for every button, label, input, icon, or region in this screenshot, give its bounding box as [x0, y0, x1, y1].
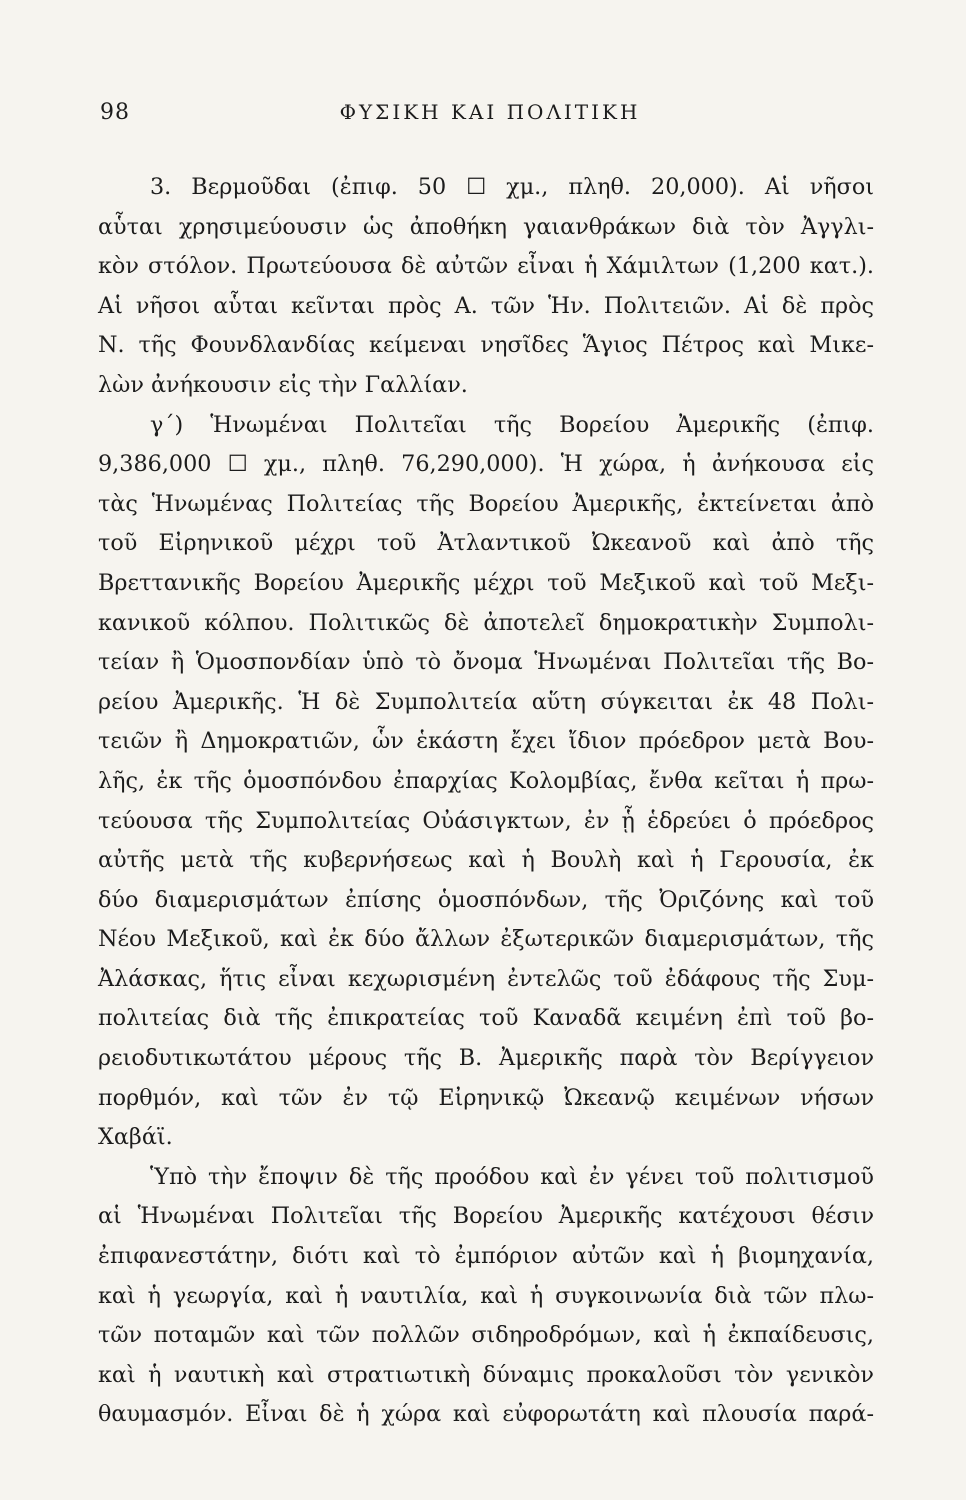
text-line: καὶ ἡ γεωργία, καὶ ἡ ναυτιλία, καὶ ἡ συγκοινωνία διὰ τῶν πλω- — [98, 1282, 874, 1309]
text-line: Αἱ νῆσοι αὗται κεῖνται πρὸς Α. τῶν Ἡν. Πολιτειῶν. Αἱ δὲ πρὸς — [98, 292, 874, 319]
text-line: 9,386,000 ☐ χμ., πληθ. 76,290,000). Ἡ χώρα, ἡ ἀνήκουσα εἰς — [98, 451, 874, 478]
text-line: δύο διαμερισμάτων ἐπίσης ὁμοσπόνδων, τῆς Ὀριζόνης καὶ τοῦ — [98, 886, 874, 913]
text-line: Ἀλάσκας, ἥτις εἶναι κεχωρισμένη ἐντελῶς τοῦ ἐδάφους τῆς Συμ- — [98, 965, 874, 992]
text-line: λὼν ἀνήκουσιν εἰς τὴν Γαλλίαν. — [98, 371, 468, 398]
text-line: καὶ ἡ ναυτικὴ καὶ στρατιωτικὴ δύναμις προκαλοῦσι τὸν γενικὸν — [98, 1361, 874, 1388]
text-line: ἐπιφανεστάτην, διότι καὶ τὸ ἐμπόριον αὐτῶν καὶ ἡ βιομηχανία, — [98, 1243, 874, 1270]
text-line: Νέου Μεξικοῦ, καὶ ἐκ δύο ἄλλων ἐξωτερικῶν διαμερισμάτων, τῆς — [98, 926, 874, 953]
text-line: ρειοδυτικωτάτου μέρους τῆς Β. Ἀμερικῆς παρὰ τὸν Βερίγγειον — [98, 1045, 874, 1072]
text-line: τειῶν ἢ Δημοκρατιῶν, ὧν ἑκάστη ἔχει ἴδιον πρόεδρον μετὰ Βου- — [98, 728, 874, 755]
text-line: γ΄) Ἡνωμέναι Πολιτεῖαι τῆς Βορείου Ἀμερικῆς (ἐπιφ. — [150, 411, 874, 438]
text-line: αὗται χρησιμεύουσιν ὡς ἀποθήκη γαιανθράκων διὰ τὸν Ἀγγλι- — [98, 213, 874, 240]
text-line: τοῦ Εἰρηνικοῦ μέχρι τοῦ Ἀτλαντικοῦ Ὠκεανοῦ καὶ ἀπὸ τῆς — [98, 530, 874, 557]
text-line: αἱ Ἡνωμέναι Πολιτεῖαι τῆς Βορείου Ἀμερικῆς κατέχουσι θέσιν — [98, 1203, 874, 1230]
text-line: αὐτῆς μετὰ τῆς κυβερνήσεως καὶ ἡ Βουλὴ καὶ ἡ Γερουσία, ἐκ — [98, 847, 874, 874]
running-head — [100, 100, 880, 132]
text-line: τείαν ἢ Ὁμοσπονδίαν ὑπὸ τὸ ὄνομα Ἡνωμέναι Πολιτεῖαι τῆς Βο- — [98, 649, 874, 676]
text-line: Ὑπὸ τὴν ἔποψιν δὲ τῆς προόδου καὶ ἐν γένει τοῦ πολιτισμοῦ — [150, 1163, 874, 1190]
page-number: 98 — [100, 100, 130, 125]
text-line: θαυμασμόν. Εἶναι δὲ ἡ χώρα καὶ εὐφορωτάτη καὶ πλουσία παρά- — [98, 1401, 874, 1428]
body-text — [98, 168, 874, 1435]
text-line: τεύουσα τῆς Συμπολιτείας Οὐάσιγκτων, ἐν ᾗ ἑδρεύει ὁ πρόεδρος — [98, 807, 874, 834]
text-line: τῶν ποταμῶν καὶ τῶν πολλῶν σιδηροδρόμων, καὶ ἡ ἐκπαίδευσις, — [98, 1322, 874, 1349]
text-line: 3. Βερμοῦδαι (ἐπιφ. 50 ☐ χμ., πληθ. 20,000). Αἱ νῆσοι — [150, 174, 874, 200]
text-line: λῆς, ἐκ τῆς ὁμοσπόνδου ἐπαρχίας Κολομβίας, ἔνθα κεῖται ἡ πρω- — [98, 767, 874, 794]
text-line: κανικοῦ κόλπου. Πολιτικῶς δὲ ἀποτελεῖ δημοκρατικὴν Συμπολι- — [98, 609, 874, 636]
text-line: ρείου Ἀμερικῆς. Ἡ δὲ Συμπολιτεία αὕτη σύγκειται ἐκ 48 Πολι- — [98, 688, 874, 715]
text-line: πολιτείας διὰ τῆς ἐπικρατείας τοῦ Καναδᾶ κειμένη ἐπὶ τοῦ βο- — [98, 1005, 874, 1032]
text-line: Βρεττανικῆς Βορείου Ἀμερικῆς μέχρι τοῦ Μεξικοῦ καὶ τοῦ Μεξι- — [98, 569, 874, 596]
text-line: Χαβάϊ. — [98, 1124, 173, 1151]
text-line: τὰς Ἡνωμένας Πολιτείας τῆς Βορείου Ἀμερικῆς, ἐκτείνεται ἀπὸ — [98, 490, 874, 517]
header-title: ΦΥΣΙΚΗ ΚΑΙ ΠΟΛΙΤΙΚΗ — [339, 100, 641, 124]
text-line: κὸν στόλον. Πρωτεύουσα δὲ αὐτῶν εἶναι ἡ Χάμιλτων (1,200 κατ.). — [98, 253, 874, 280]
text-line: πορθμόν, καὶ τῶν ἐν τῷ Εἰρηνικῷ Ὠκεανῷ κειμένων νήσων — [98, 1084, 874, 1111]
text-line: Ν. τῆς Φουνδλανδίας κείμεναι νησῖδες Ἅγιος Πέτρος καὶ Μικε- — [98, 332, 874, 359]
